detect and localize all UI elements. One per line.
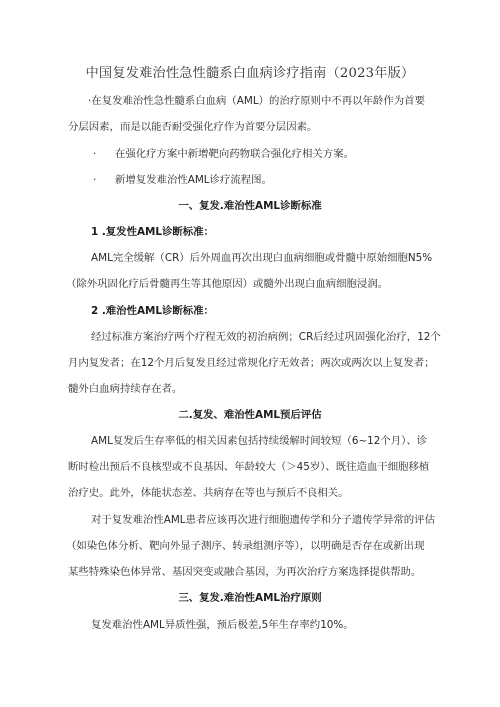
intro-line-1: ·在复发难治性急性髓系白血病（AML）的治疗原则中不再以年龄作为首要 [88, 95, 425, 107]
section-2-p2-line-1: 对于复发难治性AML患者应该再次进行细胞遗传学和分子遗传学异常的评估 [91, 514, 435, 526]
bullet-marker: · [93, 174, 97, 186]
intro-line-2: 分层因素，而是以能否耐受强化疗作为首要分层因素。 [68, 121, 318, 133]
section-2-p1-line-3: 治疗史。此外，体能状态差、共病存在等也与预后不良相关。 [68, 487, 349, 499]
section-1-heading: 一、复发.难治性AML诊断标准 [178, 200, 322, 212]
section-2-heading: 二.复发、难治性AML预后评估 [178, 409, 322, 421]
section-2-p1-line-2: 断时检出预后不良核型或不良基因、年龄较大（＞45岁）、既往造血干细胞移植 [68, 461, 430, 473]
subsection-1-line-1: AML完全缓解（CR）后外周血再次出现白血病细胞或骨髓中原始细胞N5% [91, 252, 433, 264]
section-3-heading: 三、复发.难治性AML治疗原则 [178, 592, 322, 604]
bullet-item [93, 147, 354, 161]
subsection-1-line-2: （除外巩固化疗后骨髓再生等其他原因）或髓外出现白血病细胞浸润。 [66, 278, 389, 290]
bullet-item [93, 173, 272, 187]
document-title: 中国复发难治性急性髓系白血病诊疗指南（2023年版） [85, 66, 415, 81]
bullet-text: 在强化疗方案中新增靶向药物联合强化疗相关方案。 [115, 148, 354, 160]
section-2-p2-line-2: （如染色体分析、靶向外显子测序、转录组测序等），以明确是否存在或新出现 [66, 540, 425, 552]
subsection-2-line-3: 髓外白血病持续存在者。 [68, 383, 183, 395]
section-2-p2-line-3: 某些特殊染色体异常、基因突变或融合基因，为再次治疗方案选择提供帮助。 [68, 566, 422, 578]
subsection-2-heading: 2 .难治性AML诊断标准： [91, 305, 214, 317]
section-3-p1: 复发难治性AML异质性强，预后极差,5年生存率约10%。 [91, 619, 354, 631]
subsection-2-line-2: 月内复发者；在12个月后复发且经过常规化疗无效者；两次或两次以上复发者； [68, 357, 435, 369]
subsection-2-line-1: 经过标准方案治疗两个疗程无效的初治病例；CR后经过巩固强化治疗，12个 [91, 331, 441, 343]
bullet-text: 新增复发难治性AML诊疗流程图。 [115, 174, 272, 186]
subsection-1-heading: 1 .复发性AML诊断标准： [91, 226, 214, 238]
bullet-marker: · [93, 148, 97, 160]
section-2-p1-line-1: AML复发后生存率低的相关因素包括持续缓解时间较短（6~12个月）、诊 [91, 435, 428, 447]
